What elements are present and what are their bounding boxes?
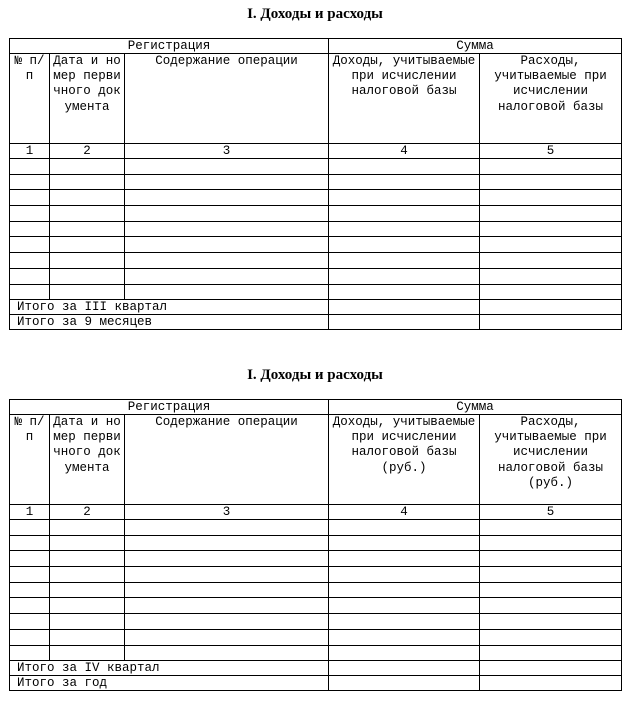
total-label: Итого за IV квартал bbox=[10, 661, 329, 676]
ledger-table-1 bbox=[9, 38, 622, 330]
table-row bbox=[10, 614, 622, 630]
col-header-num: № п/п bbox=[10, 54, 50, 144]
table-row bbox=[10, 190, 622, 206]
col-number: 1 bbox=[10, 144, 50, 159]
total-label: Итого за 9 месяцев bbox=[10, 315, 329, 330]
table-row bbox=[10, 535, 622, 551]
table-row bbox=[10, 551, 622, 567]
group-sum: Сумма bbox=[329, 39, 622, 54]
col-number: 4 bbox=[329, 144, 480, 159]
table-row bbox=[10, 253, 622, 269]
table-row bbox=[10, 206, 622, 222]
col-header-income: Доходы, учитываемые при исчислении налоговой базы bbox=[329, 54, 480, 144]
table-row bbox=[10, 598, 622, 614]
group-sum: Сумма bbox=[329, 400, 622, 415]
col-header-content: Содержание операции bbox=[125, 415, 329, 505]
col-number: 5 bbox=[480, 505, 622, 520]
col-number: 3 bbox=[125, 144, 329, 159]
total-expense-cell bbox=[480, 315, 622, 330]
col-header-expense: Расходы, учитываемые при исчислении налоговой базы bbox=[480, 54, 622, 144]
table-row bbox=[10, 582, 622, 598]
total-expense-cell bbox=[480, 676, 622, 691]
total-expense-cell bbox=[480, 661, 622, 676]
total-label: Итого за год bbox=[10, 676, 329, 691]
table-row bbox=[10, 284, 622, 300]
table-row bbox=[10, 159, 622, 175]
col-header-num: № п/п bbox=[10, 415, 50, 505]
col-header-date: Дата и номер первичного документа bbox=[50, 54, 125, 144]
col-number: 1 bbox=[10, 505, 50, 520]
section-2-title: I. Доходы и расходы bbox=[247, 367, 383, 383]
table-row bbox=[10, 268, 622, 284]
table-row bbox=[10, 221, 622, 237]
col-number: 4 bbox=[329, 505, 480, 520]
table-row bbox=[10, 645, 622, 661]
group-registration: Регистрация bbox=[10, 400, 329, 415]
col-header-content: Содержание операции bbox=[125, 54, 329, 144]
table-row bbox=[10, 520, 622, 536]
total-income-cell bbox=[329, 676, 480, 691]
col-number: 2 bbox=[50, 144, 125, 159]
col-number: 5 bbox=[480, 144, 622, 159]
col-header-income: Доходы, учитываемые при исчислении налоговой базы (руб.) bbox=[329, 415, 480, 505]
section-1-title: I. Доходы и расходы bbox=[247, 6, 383, 22]
table-row bbox=[10, 629, 622, 645]
col-number: 2 bbox=[50, 505, 125, 520]
total-label: Итого за III квартал bbox=[10, 300, 329, 315]
table-row bbox=[10, 567, 622, 583]
total-expense-cell bbox=[480, 300, 622, 315]
col-header-expense: Расходы, учитываемые при исчислении налоговой базы (руб.) bbox=[480, 415, 622, 505]
ledger-table-2 bbox=[9, 399, 622, 691]
col-number: 3 bbox=[125, 505, 329, 520]
table-row bbox=[10, 237, 622, 253]
total-income-cell bbox=[329, 315, 480, 330]
table-row bbox=[10, 174, 622, 190]
total-income-cell bbox=[329, 300, 480, 315]
col-header-date: Дата и номер первичного документа bbox=[50, 415, 125, 505]
group-registration: Регистрация bbox=[10, 39, 329, 54]
total-income-cell bbox=[329, 661, 480, 676]
